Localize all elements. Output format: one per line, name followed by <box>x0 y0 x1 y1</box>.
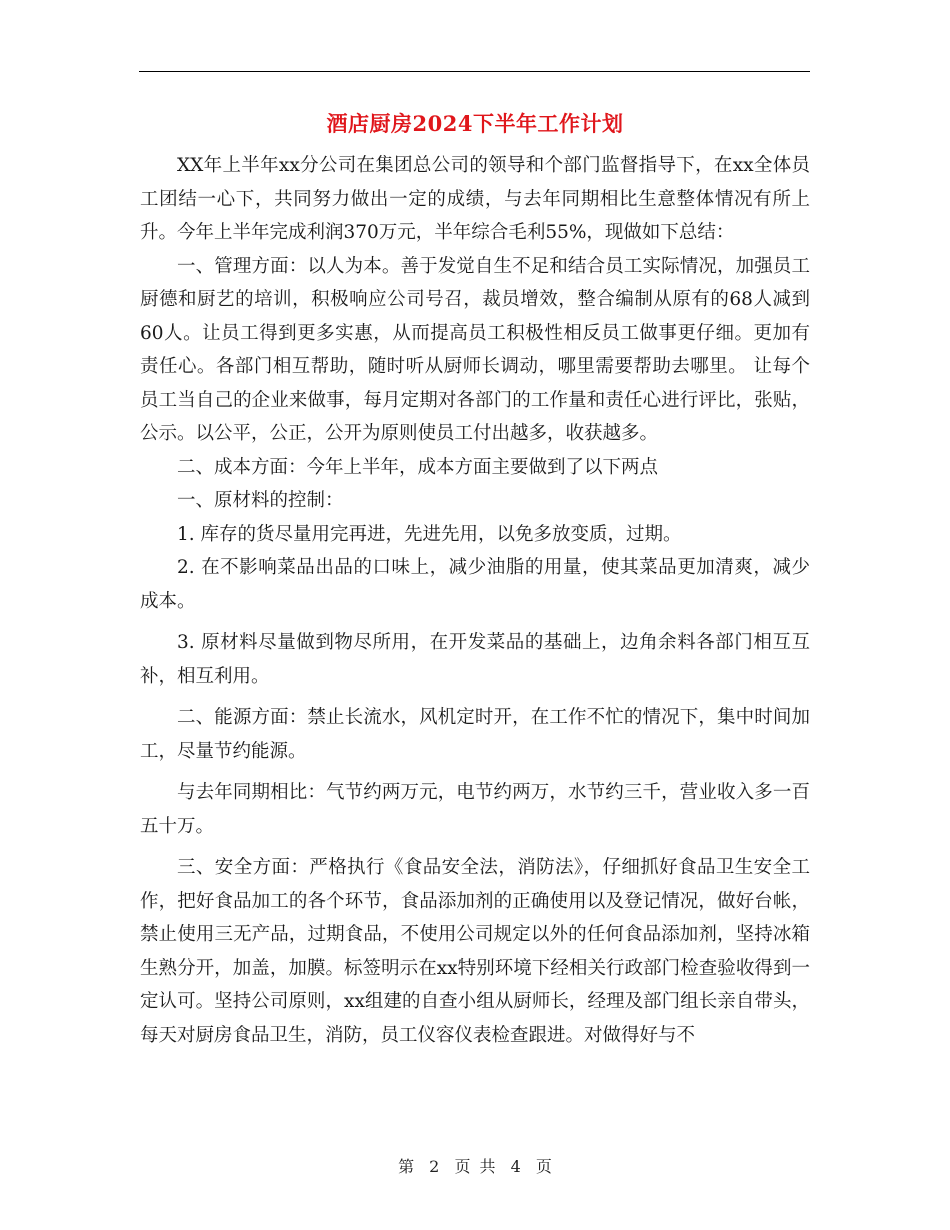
footer-total-pages: 4 <box>510 1157 521 1176</box>
document-body <box>140 149 810 1052</box>
header-rule <box>139 71 810 72</box>
page-footer <box>0 1154 950 1177</box>
footer-page-number: 2 <box>429 1157 440 1176</box>
paragraph-item-3: 3. 原材料尽量做到物尽所用，在开发菜品的基础上，边角余料各部门相互互补，相互利用。 <box>140 632 810 687</box>
paragraph-safety: 三、安全方面：严格执行《食品安全法，消防法》，仔细抓好食品卫生安全工作，把好食品加工的各个环节，食品添加剂的正确使用以及登记情况，做好台帐，禁止使用三无产品，过期食品，不使用公司规定以外的任何食品添加剂，坚持冰箱生熟分开，加盖，加膜。标签明示在xx特别环境下经相关行政部门检查验收得到一定认可。坚持公司原则，xx组建的自查小组从厨师长，经理及部门组长亲自带头，每天对厨房食品卫生，消防，员工仪容仪表检查跟进。对做得好与不 <box>140 857 810 1046</box>
paragraph-intro: XX年上半年xx分公司在集团总公司的领导和个部门监督指导下，在xx全体员工团结一心下，共同努力做出一定的成绩，与去年同期相比生意整体情况有所上升。今年上半年完成利润370万元，半年综合毛利55%，现做如下总结： <box>140 155 810 243</box>
paragraph-comparison: 与去年同期相比：气节约两万元，电节约两万，水节约三千，营业收入多一百五十万。 <box>140 782 810 837</box>
paragraph-item-1: 1. 库存的货尽量用完再进，先进先用，以免多放变质，过期。 <box>177 523 682 545</box>
footer-middle: 页 共 <box>454 1157 496 1176</box>
paragraph-energy: 二、能源方面：禁止长流水，风机定时开，在工作不忙的情况下，集中时间加工，尽量节约能源。 <box>140 707 810 762</box>
paragraph-cost-heading: 二、成本方面：今年上半年，成本方面主要做到了以下两点 <box>177 456 659 478</box>
paragraph-materials-heading: 一、原材料的控制： <box>177 490 344 511</box>
footer-suffix: 页 <box>535 1157 552 1176</box>
footer-prefix: 第 <box>398 1157 415 1176</box>
paragraph-management: 一、管理方面：以人为本。善于发觉自生不足和结合员工实际情况，加强员工厨德和厨艺的培训，积极响应公司号召，裁员增效，整合编制从原有的68人减到60人。让员工得到更多实惠，从而提高员工积极性相反员工做事更仔细。更加有责任心。各部门相互帮助，随时听从厨师长调动，哪里需要帮助去哪里。 让每个员工当自己的企业来做事，每月定期对各部门的工作量和责任心进行评比，张贴，公示。以公平，公正，公开为原则使员工付出越多，收获越多。 <box>140 255 810 444</box>
paragraph-item-2: 2. 在不影响菜品出品的口味上，减少油脂的用量，使其菜品更加清爽，减少成本。 <box>140 557 810 612</box>
document-title: 酒店厨房2024下半年工作计划 <box>326 111 624 136</box>
